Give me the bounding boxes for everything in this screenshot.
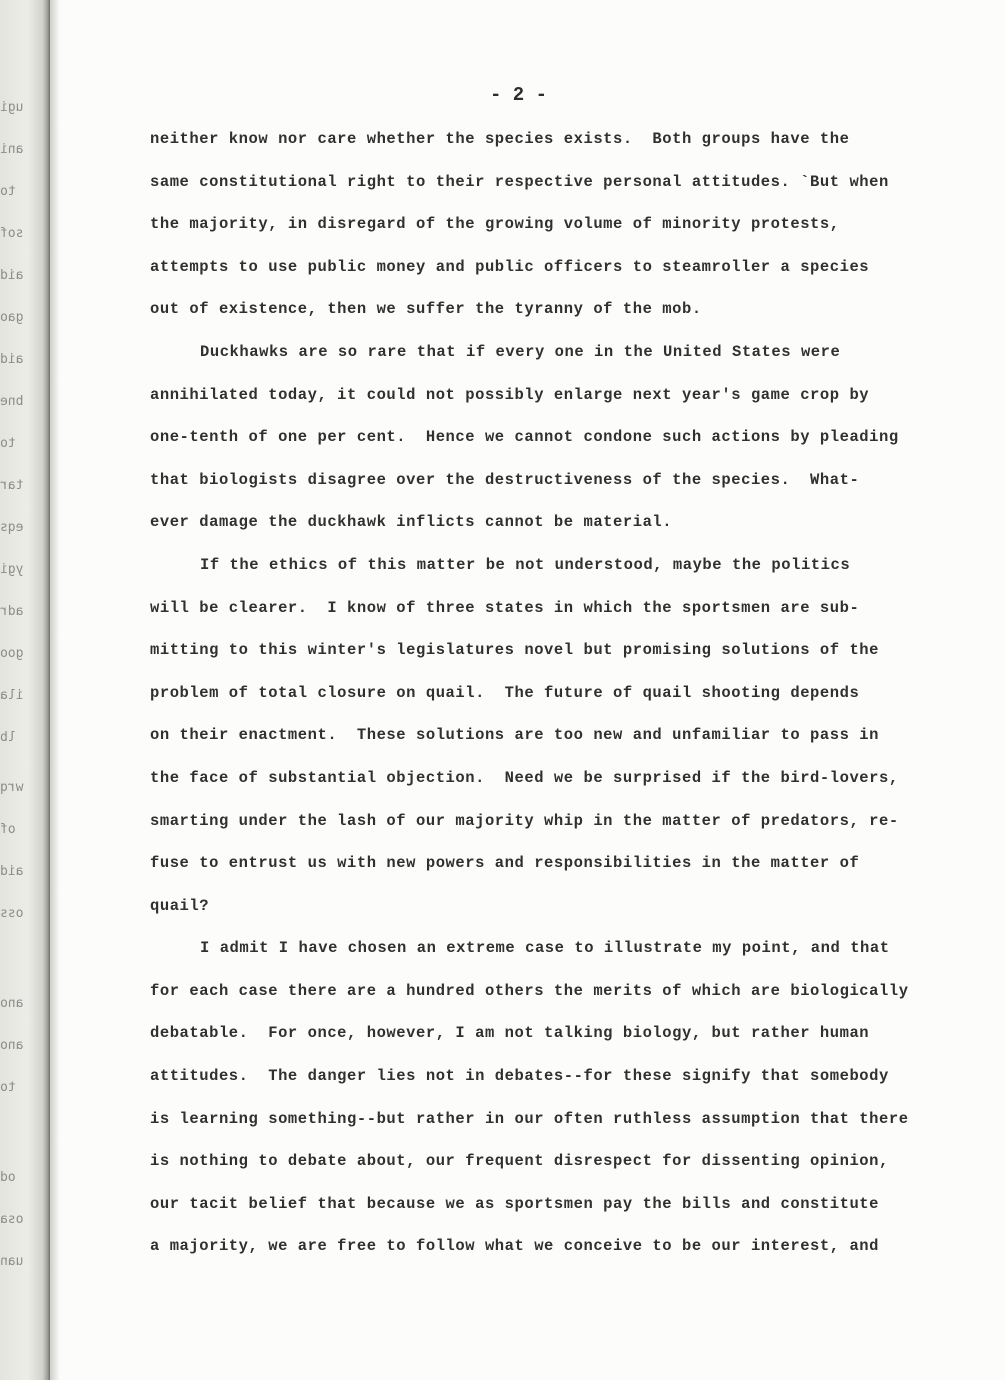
- bleed-through-text: ugi: [0, 100, 24, 115]
- bleed-through-text: aid: [0, 352, 24, 367]
- previous-page-edge: [0, 0, 50, 1380]
- bleed-through-text: lb: [0, 730, 16, 745]
- bleed-through-text: goo: [0, 646, 24, 661]
- text-line: quail?: [150, 896, 210, 915]
- bleed-through-text: ano: [0, 1038, 24, 1053]
- text-line: will be clearer. I know of three states in which the sportsmen are sub-: [150, 598, 860, 617]
- bleed-through-text: of: [0, 822, 16, 837]
- bleed-through-text: wrq: [0, 780, 24, 795]
- bleed-through-text: gao: [0, 310, 24, 325]
- page-number: - 2 -: [490, 84, 548, 106]
- text-line: debatable. For once, however, I am not talking biology, but rather human: [150, 1024, 870, 1043]
- text-line: is learning something--but rather in our often ruthless assumption that there: [150, 1109, 909, 1128]
- bleed-through-text: uan: [0, 1254, 24, 1269]
- text-line: for each case there are a hundred others the merits of which are biologically: [150, 981, 909, 1000]
- page-fold-shadow: [50, 0, 60, 1380]
- text-line: attempts to use public money and public officers to steamroller a species: [150, 257, 870, 276]
- bleed-through-text: tar: [0, 478, 24, 493]
- bleed-through-text: ygi: [0, 562, 24, 577]
- bleed-through-text: aid: [0, 268, 24, 283]
- bleed-through-text: to: [0, 184, 16, 199]
- bleed-through-text: ani: [0, 142, 24, 157]
- bleed-through-text: ano: [0, 996, 24, 1011]
- text-line: ever damage the duckhawk inflicts cannot be material.: [150, 513, 673, 532]
- text-line: one-tenth of one per cent. Hence we cannot condone such actions by pleading: [150, 428, 899, 447]
- bleed-through-text: oss: [0, 906, 24, 921]
- bleed-through-text: od: [0, 1170, 16, 1185]
- typewritten-page: [60, 0, 1005, 1380]
- text-line: smarting under the lash of our majority whip in the matter of predators, re-: [150, 811, 899, 830]
- text-line: problem of total closure on quail. The future of quail shooting depends: [150, 683, 860, 702]
- bleed-through-text: to: [0, 436, 16, 451]
- text-line: attitudes. The danger lies not in debates--for these signify that somebody: [150, 1067, 889, 1086]
- paragraph-first-line: Duckhawks are so rare that if every one in the United States were: [200, 342, 841, 361]
- text-line: on their enactment. These solutions are too new and unfamiliar to pass in: [150, 726, 880, 745]
- bleed-through-text: ila: [0, 688, 24, 703]
- bleed-through-text: sof: [0, 226, 24, 241]
- text-line: mitting to this winter's legislatures novel but promising solutions of the: [150, 641, 880, 660]
- bleed-through-text: osa: [0, 1212, 24, 1227]
- bleed-through-text: eqs: [0, 520, 24, 535]
- bleed-through-text: aid: [0, 864, 24, 879]
- text-line: is nothing to debate about, our frequent disrespect for dissenting opinion,: [150, 1152, 889, 1171]
- text-line: our tacit belief that because we as sportsmen pay the bills and constitute: [150, 1194, 880, 1213]
- body-text: [150, 118, 980, 1268]
- paragraph-first-line: If the ethics of this matter be not understood, maybe the politics: [200, 555, 851, 574]
- text-line: that biologists disagree over the destructiveness of the species. What-: [150, 470, 860, 489]
- text-line: the face of substantial objection. Need we be surprised if the bird-lovers,: [150, 768, 899, 787]
- text-line: annihilated today, it could not possibly enlarge next year's game crop by: [150, 385, 870, 404]
- text-line: fuse to entrust us with new powers and responsibilities in the matter of: [150, 854, 860, 873]
- bleed-through-text: to: [0, 1080, 16, 1095]
- text-line: neither know nor care whether the species exists. Both groups have the: [150, 130, 850, 148]
- text-line: the majority, in disregard of the growing volume of minority protests,: [150, 215, 840, 234]
- paragraph-first-line: I admit I have chosen an extreme case to illustrate my point, and that: [200, 939, 890, 958]
- bleed-through-text: adr: [0, 604, 24, 619]
- text-line: out of existence, then we suffer the tyranny of the mob.: [150, 300, 702, 319]
- text-line: same constitutional right to their respective personal attitudes. `But when: [150, 172, 889, 191]
- bleed-through-text: bne: [0, 394, 24, 409]
- text-line: a majority, we are free to follow what we conceive to be our interest, and: [150, 1237, 880, 1256]
